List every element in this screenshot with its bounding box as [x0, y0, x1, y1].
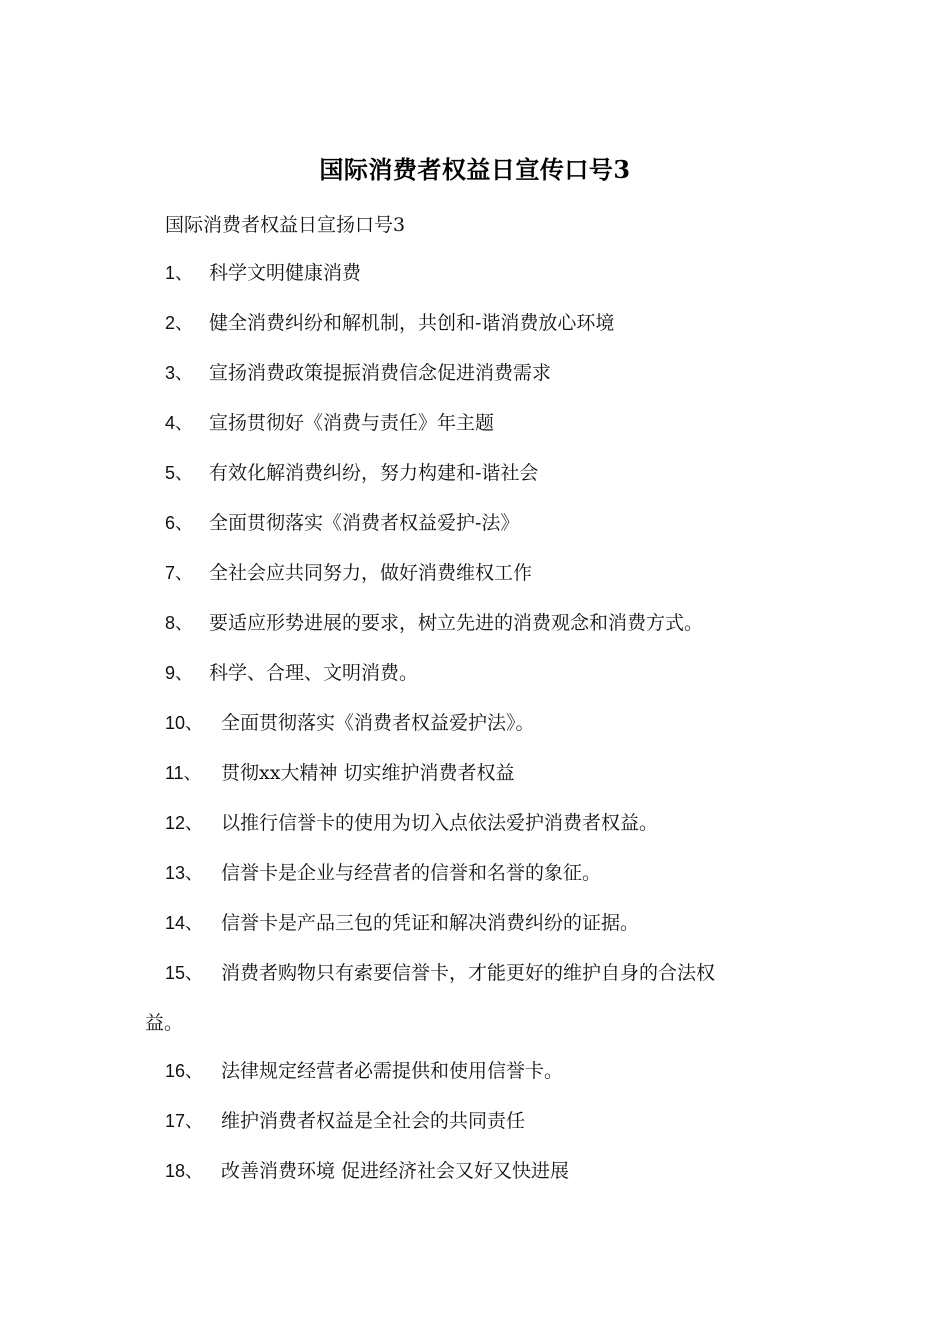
- list-item: [165, 1158, 569, 1184]
- item-number: 6、: [165, 513, 194, 533]
- item-number: 4、: [165, 413, 194, 433]
- item-text: 法律规定经营者必需提供和使用信誉卡。: [221, 1060, 564, 1082]
- item-text: 贯彻xx大精神 切实维护消费者权益: [221, 762, 515, 784]
- item-text: 消费者购物只有索要信誉卡，才能更好的维护自身的合法权: [221, 962, 716, 984]
- item-text: 全社会应共同努力，做好消费维权工作: [209, 562, 533, 584]
- item-number: 13、: [165, 863, 204, 883]
- list-item-continuation: 益。: [145, 1012, 184, 1034]
- item-number: 1、: [165, 263, 194, 283]
- list-item: [165, 760, 514, 786]
- list-item: [165, 910, 639, 936]
- item-number: 10、: [165, 713, 204, 733]
- item-number: 3、: [165, 363, 194, 383]
- item-number: 8、: [165, 613, 194, 633]
- item-number: 18、: [165, 1161, 204, 1181]
- item-text: 改善消费环境 促进经济社会又好又快进展: [221, 1160, 570, 1182]
- list-item: [165, 310, 614, 336]
- item-text: 科学、合理、文明消费。: [209, 662, 419, 684]
- list-item: [165, 1058, 563, 1084]
- list-item: [165, 710, 535, 736]
- item-number: 15、: [165, 963, 204, 983]
- item-text: 科学文明健康消费: [209, 262, 362, 284]
- list-item: [165, 260, 361, 286]
- list-item: [165, 460, 538, 486]
- item-text: 以推行信誉卡的使用为切入点依法爱护消费者权益。: [221, 812, 659, 834]
- item-text: 宣扬消费政策提振消费信念促进消费需求: [209, 362, 552, 384]
- item-number: 14、: [165, 913, 204, 933]
- item-number: 17、: [165, 1111, 204, 1131]
- item-text: 信誉卡是产品三包的凭证和解决消费纠纷的证据。: [221, 912, 640, 934]
- item-number: 5、: [165, 463, 194, 483]
- item-text: 要适应形势进展的要求，树立先进的消费观念和消费方式。: [209, 612, 704, 634]
- list-item: [165, 810, 658, 836]
- item-number: 7、: [165, 563, 194, 583]
- list-item: [165, 360, 551, 386]
- item-number: 11、: [165, 763, 202, 783]
- list-item: [165, 860, 601, 886]
- item-text: 有效化解消费纠纷，努力构建和-谐社会: [209, 462, 539, 484]
- list-item: [165, 510, 519, 536]
- list-item: [165, 660, 418, 686]
- list-item: [165, 410, 494, 436]
- item-number: 2、: [165, 313, 194, 333]
- list-item: [165, 1108, 525, 1134]
- document-subtitle: 国际消费者权益日宣扬口号3: [165, 214, 406, 236]
- list-item: [165, 960, 715, 986]
- item-number: 12、: [165, 813, 204, 833]
- item-text: 全面贯彻落实《消费者权益爱护-法》: [209, 512, 520, 534]
- item-text: 健全消费纠纷和解机制，共创和-谐消费放心环境: [209, 312, 615, 334]
- item-text: 维护消费者权益是全社会的共同责任: [221, 1110, 526, 1132]
- item-number: 16、: [165, 1061, 204, 1081]
- item-text: 全面贯彻落实《消费者权益爱护法》。: [221, 712, 535, 734]
- list-item: [165, 560, 532, 586]
- item-text: 宣扬贯彻好《消费与责任》年主题: [209, 412, 495, 434]
- item-text: 信誉卡是企业与经营者的信誉和名誉的象征。: [221, 862, 602, 884]
- document-title: 国际消费者权益日宣传口号3: [319, 155, 631, 184]
- item-number: 9、: [165, 663, 194, 683]
- list-item: [165, 610, 703, 636]
